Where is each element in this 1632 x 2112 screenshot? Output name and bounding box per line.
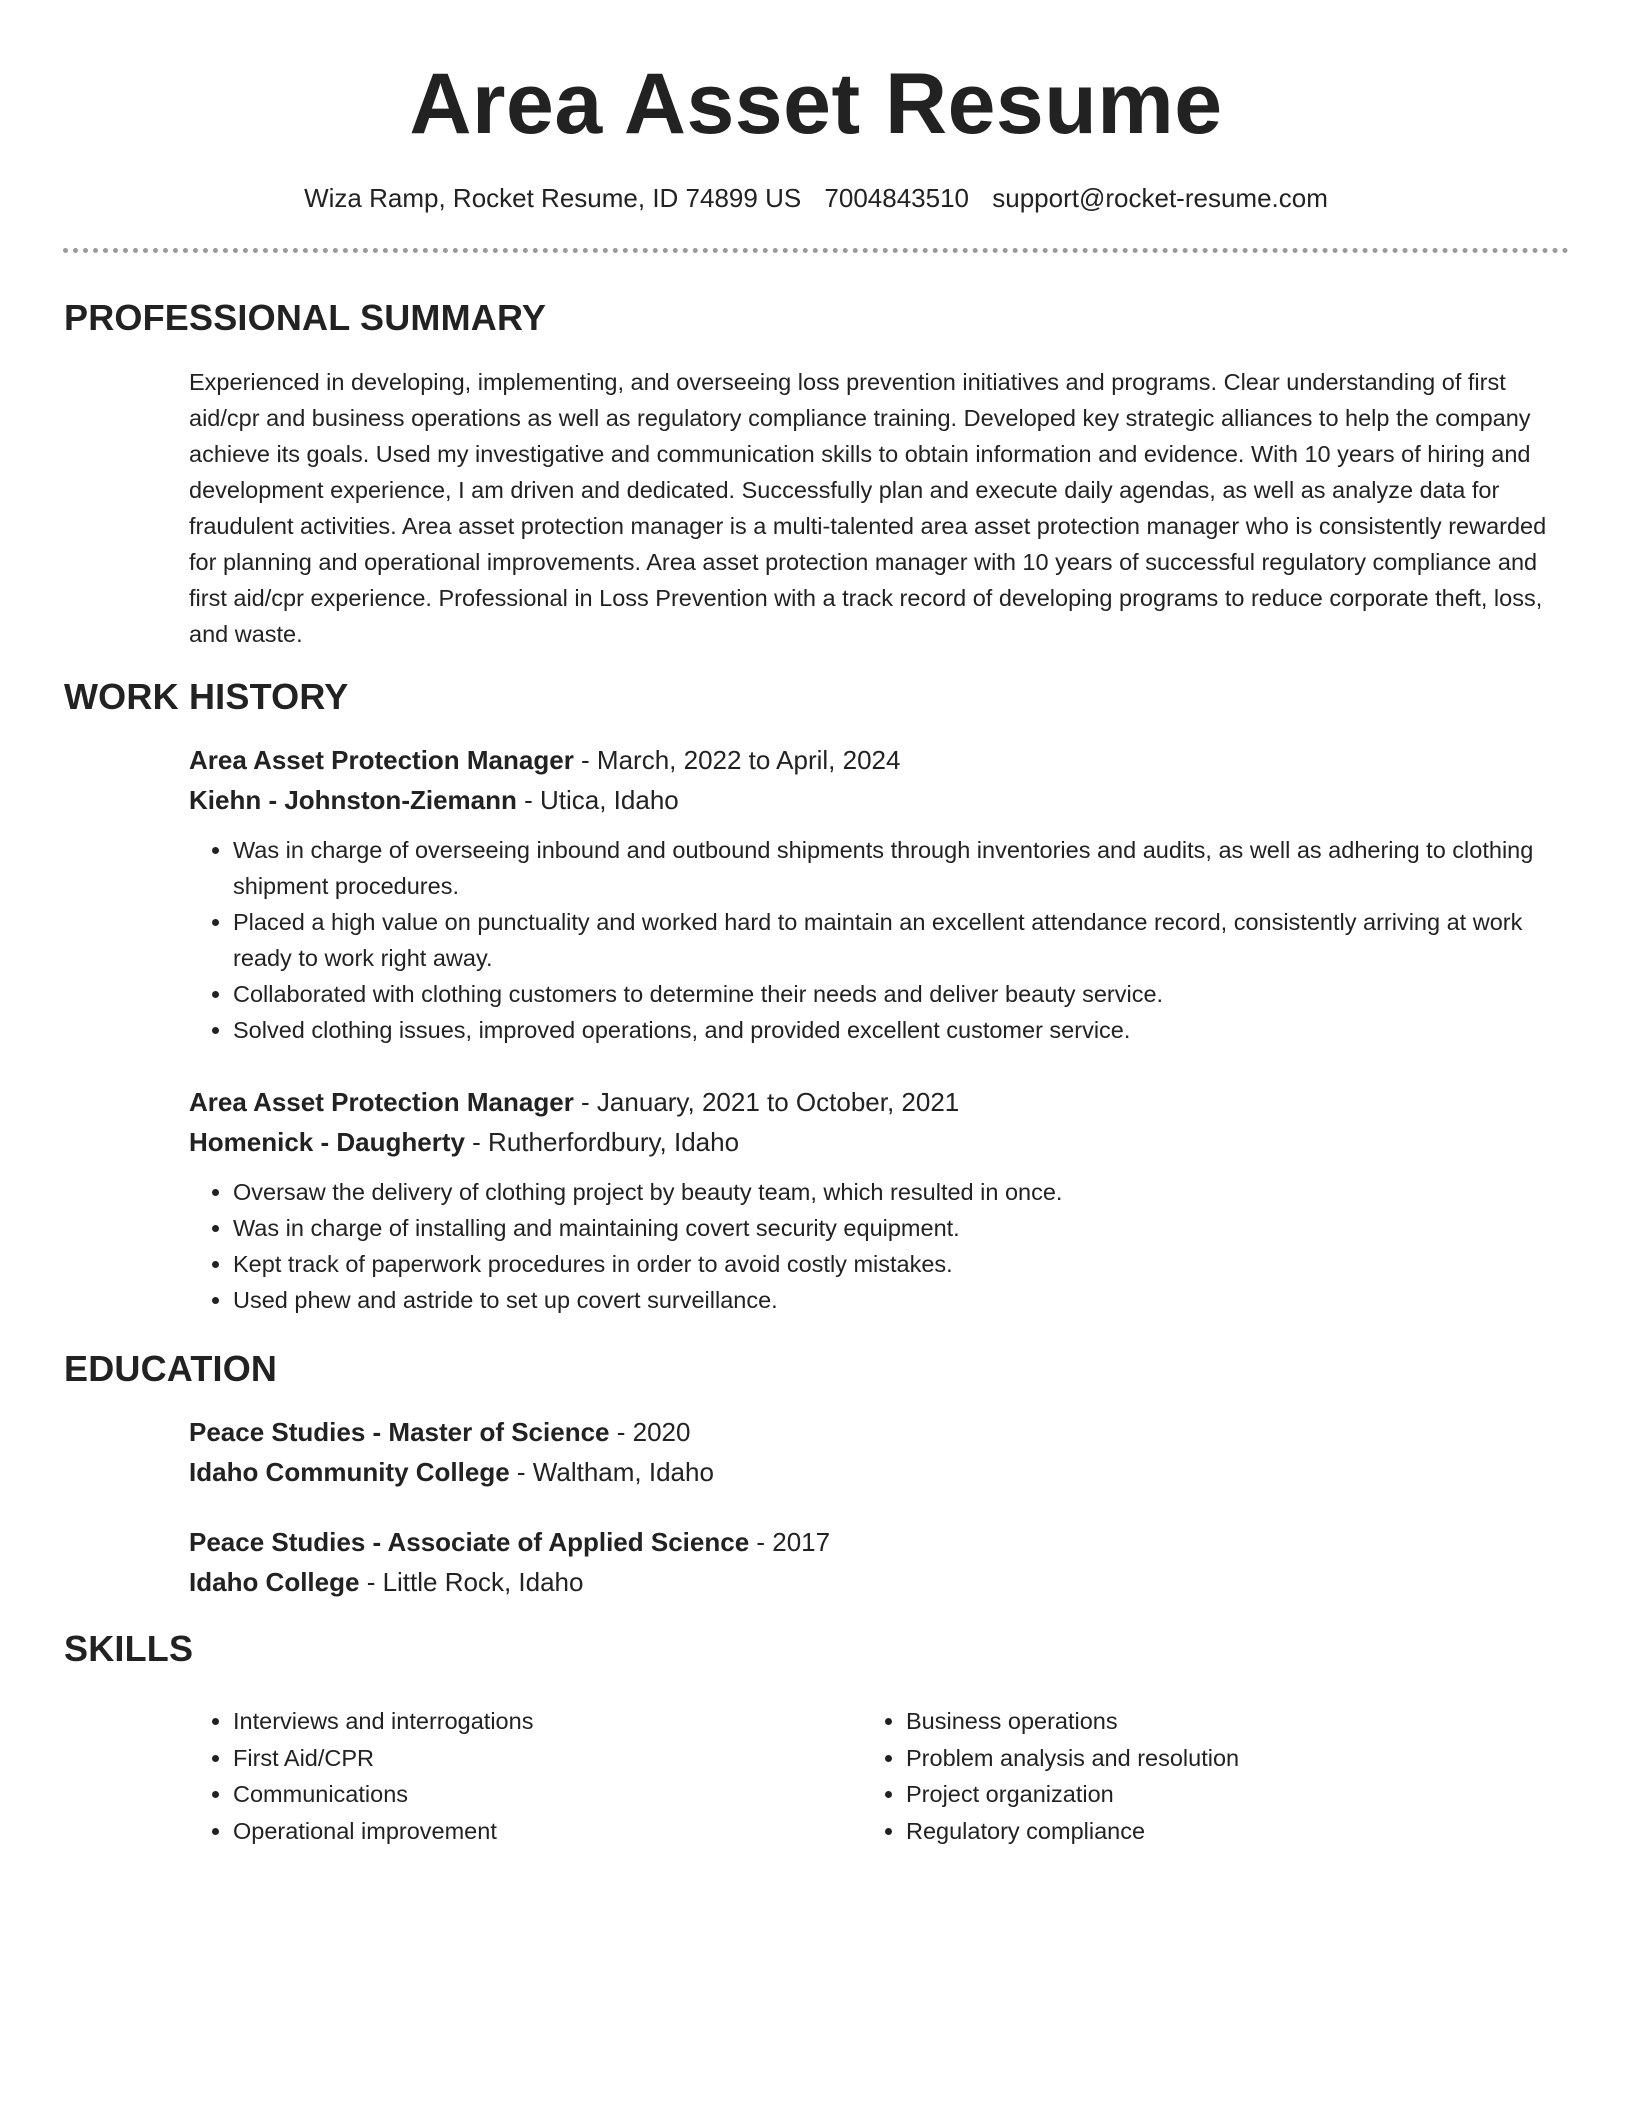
skills-list-left: [189, 1703, 833, 1849]
education-entry: [189, 1522, 1569, 1602]
job-company: Homenick - Daugherty: [189, 1127, 465, 1157]
skill-item: • Communications: [233, 1776, 833, 1813]
school-location: - Waltham, Idaho: [509, 1457, 714, 1487]
contact-phone: 7004843510: [824, 183, 970, 213]
school-line: [189, 1562, 1569, 1602]
job-location: - Utica, Idaho: [516, 785, 679, 815]
job-bullet: • Oversaw the delivery of clothing project by beauty team, which resulted in once.: [233, 1174, 1569, 1210]
school: Idaho Community College: [189, 1457, 510, 1487]
school-location: - Little Rock, Idaho: [359, 1567, 584, 1597]
contact-address: Wiza Ramp, Rocket Resume, ID 74899 US: [304, 183, 802, 213]
skill-item: • Problem analysis and resolution: [906, 1740, 1506, 1777]
job-bullets: [189, 1174, 1569, 1318]
job-bullet: • Was in charge of overseeing inbound and outbound shipments through inventories and audits, as well as adhering to clothing shipment procedures.: [233, 832, 1569, 904]
education-entry: [189, 1412, 1569, 1492]
job-dates: - March, 2022 to April, 2024: [573, 745, 901, 775]
job-title: Area Asset Protection Manager: [189, 745, 574, 775]
skill-item: • Project organization: [906, 1776, 1506, 1813]
contact-line: [0, 178, 1632, 218]
job-bullets: [189, 832, 1569, 1048]
skill-item: • Business operations: [906, 1703, 1506, 1740]
degree: Peace Studies - Master of Science: [189, 1417, 610, 1447]
work-history-heading: WORK HISTORY: [64, 676, 349, 717]
summary-heading: PROFESSIONAL SUMMARY: [64, 297, 547, 338]
job-entry: [189, 740, 1569, 1048]
job-location: - Rutherfordbury, Idaho: [464, 1127, 740, 1157]
job-entry: [189, 1082, 1569, 1318]
job-company: Kiehn - Johnston-Ziemann: [189, 785, 517, 815]
job-bullet: • Used phew and astride to set up covert surveillance.: [233, 1282, 1569, 1318]
job-bullet: • Was in charge of installing and maintaining covert security equipment.: [233, 1210, 1569, 1246]
job-bullet: • Collaborated with clothing customers to determine their needs and deliver beauty service.: [233, 976, 1569, 1012]
resume-name: Area Asset Resume: [409, 56, 1223, 152]
job-bullet: • Kept track of paperwork procedures in order to avoid costly mistakes.: [233, 1246, 1569, 1282]
job-title-line: [189, 1082, 1569, 1122]
degree-line: [189, 1522, 1569, 1562]
skill-item: • First Aid/CPR: [233, 1740, 833, 1777]
job-company-line: [189, 1122, 1569, 1162]
degree-year: - 2020: [609, 1417, 691, 1447]
contact-email: support@rocket-resume.com: [992, 183, 1328, 213]
job-title: Area Asset Protection Manager: [189, 1087, 574, 1117]
job-bullet: • Placed a high value on punctuality and worked hard to maintain an excellent attendance record, consistently arriving at work ready to work right away.: [233, 904, 1569, 976]
skill-item: • Operational improvement: [233, 1813, 833, 1850]
skill-item: • Interviews and interrogations: [233, 1703, 833, 1740]
job-title-line: [189, 740, 1569, 780]
job-dates: - January, 2021 to October, 2021: [573, 1087, 960, 1117]
summary-text: Experienced in developing, implementing, and overseeing loss prevention initiatives and programs. Clear understanding of first aid/cpr and business operations as well as regulatory compliance training. Developed key strategic alliances to help the company achieve its goals. Used my investigative and communication skills to obtain information and evidence. With 10 years of hiring and development experience, I am driven and dedicated. Successfully plan and execute daily agendas, as well as analyze data for fraudulent activities. Area asset protection manager is a multi-talented area asset protection manager who is consistently rewarded for planning and operational improvements. Area asset protection manager with 10 years of successful regulatory compliance and first aid/cpr experience. Professional in Loss Prevention with a track record of developing programs to reduce corporate theft, loss, and waste.: [189, 369, 1547, 647]
school: Idaho College: [189, 1567, 360, 1597]
degree-line: [189, 1412, 1569, 1452]
header-divider: [63, 248, 1569, 253]
degree: Peace Studies - Associate of Applied Science: [189, 1527, 750, 1557]
job-bullet: • Solved clothing issues, improved operations, and provided excellent customer service.: [233, 1012, 1569, 1048]
skill-item: • Regulatory compliance: [906, 1813, 1506, 1850]
school-line: [189, 1452, 1569, 1492]
education-heading: EDUCATION: [64, 1348, 278, 1389]
skills-heading: SKILLS: [64, 1628, 194, 1669]
degree-year: - 2017: [749, 1527, 831, 1557]
skills-list-right: [862, 1703, 1506, 1849]
job-company-line: [189, 780, 1569, 820]
